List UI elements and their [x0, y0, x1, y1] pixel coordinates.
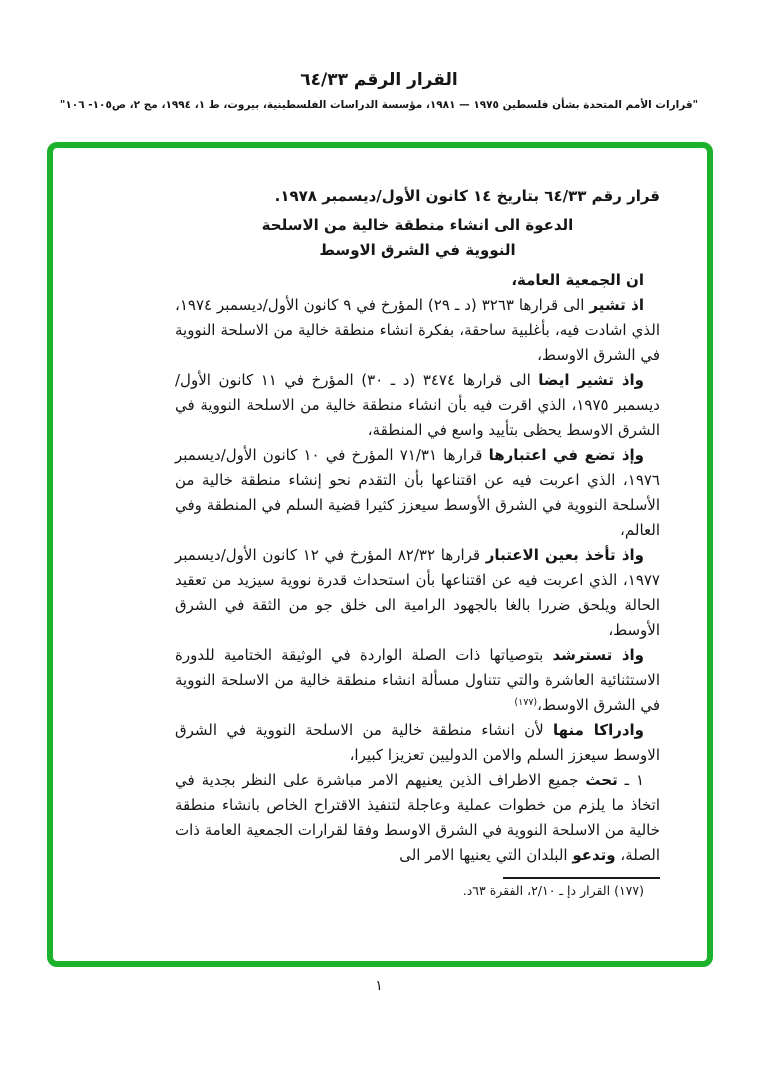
operative-paragraph-1: ١ ـ تحث جميع الاطراف الذين يعنيهم الامر مباشرة على النظر بجدية في اتخاذ ما يلزم من خطوات عملية وعاجلة لتنفيذ الاقتراح الخاص بانشاء منطقة خالية من الاسلحة النووية في الشرق الاوسط وفقا لقرارات الجمعية العامة ذات الصلة، وتدعو البلدان التي يعنيها الامر الى [174, 771, 660, 864]
preamble-paragraph-5: واذ تسترشد بتوصياتها ذات الصلة الواردة في الوثيقة الختامية للدورة الاستثنائية العاشرة والتي تتناول مسألة انشاء منطقة خالية من الاسلحة النووية في الشرق الاوسط،$^{(١٧٧)}$ [175, 646, 660, 714]
resolution-body [175, 184, 660, 902]
preamble-paragraph-6: وادراكا منها لأن انشاء منطقة خالية من الاسلحة النووية في الشرق الاوسط سيعزز السلم والامن الدوليين تعزيزا كبيرا، [175, 721, 660, 764]
opening-paragraph [175, 268, 660, 293]
source-citation: "قرارات الأمم المتحدة بشأن فلسطين ١٩٧٥ — ١٩٨١، مؤسسة الدراسات الفلسطينية، بيروت، ط ١، ١٩٩٤، مج ٢، ص١٠٥- ١٠٦" [59, 99, 699, 111]
preamble-paragraph-4: واذ تأخذ بعين الاعتبار قرارها ٨٢/٣٢ المؤرخ في ١٢ كانون الأول/ديسمبر ١٩٧٧، الذي اعربت فيه عن اقتناعها بأن استحداث قدرة نووية سيزيد من تعقيد الحالة ويلحق ضررا بالغا بالجهود الرامية الى خلق جو من الثقة في الشرق الأوسط، [175, 546, 660, 639]
preamble-paragraph-3: وإذ تضع في اعتبارها قرارها ٧١/٣١ المؤرخ في ١٠ كانون الأول/ديسمبر ١٩٧٦، الذي اعربت فيه عن اقتناعها بأن التقدم نحو إنشاء منطقة خالية من الأسلحة النووية في الشرق الأوسط سيعزز كثيرا قضية السلم في المنطقة وفي العالم، [175, 446, 660, 539]
footnote-reference: (١٧٧) [514, 697, 538, 708]
footnote-text: (١٧٧) القرار دإ ـ ٢/١٠، الفقرة ٦٣د. [462, 883, 644, 898]
opening-phrase: ان الجمعية العامة، [511, 271, 644, 289]
resolution-title [175, 213, 660, 263]
resolution-title-line1: الدعوة الى انشاء منطقة خالية من الاسلحة [261, 216, 574, 234]
page-title: القرار الرقم ٦٤/٣٣ [300, 70, 458, 90]
preamble-paragraph-1: اذ تشير الى قرارها ٣٢٦٣ (د ـ ٢٩) المؤرخ في ٩ كانون الأول/ديسمبر ١٩٧٤، الذي اشادت فيه، بأغلبية ساحقة، بفكرة انشاء منطقة خالية من الاسلحة النووية في الشرق الاوسط، [175, 296, 660, 364]
page-number: ١ [375, 978, 383, 994]
preamble-paragraph-2: واذ تشير ايضا الى قرارها ٣٤٧٤ (د ـ ٣٠) المؤرخ في ١١ كانون الأول/ديسمبر ١٩٧٥، الذي اقرت فيه بأن انشاء منطقة خالية من الاسلحة النووية في الشرق الاوسط يحظى بتأييد واسع في المنطقة، [175, 371, 660, 439]
resolution-title-line2: النووية في الشرق الاوسط [319, 241, 516, 259]
resolution-heading: قرار رقم ٦٤/٣٣ بتاريخ ١٤ كانون الأول/ديسمبر ١٩٧٨. [274, 187, 660, 205]
